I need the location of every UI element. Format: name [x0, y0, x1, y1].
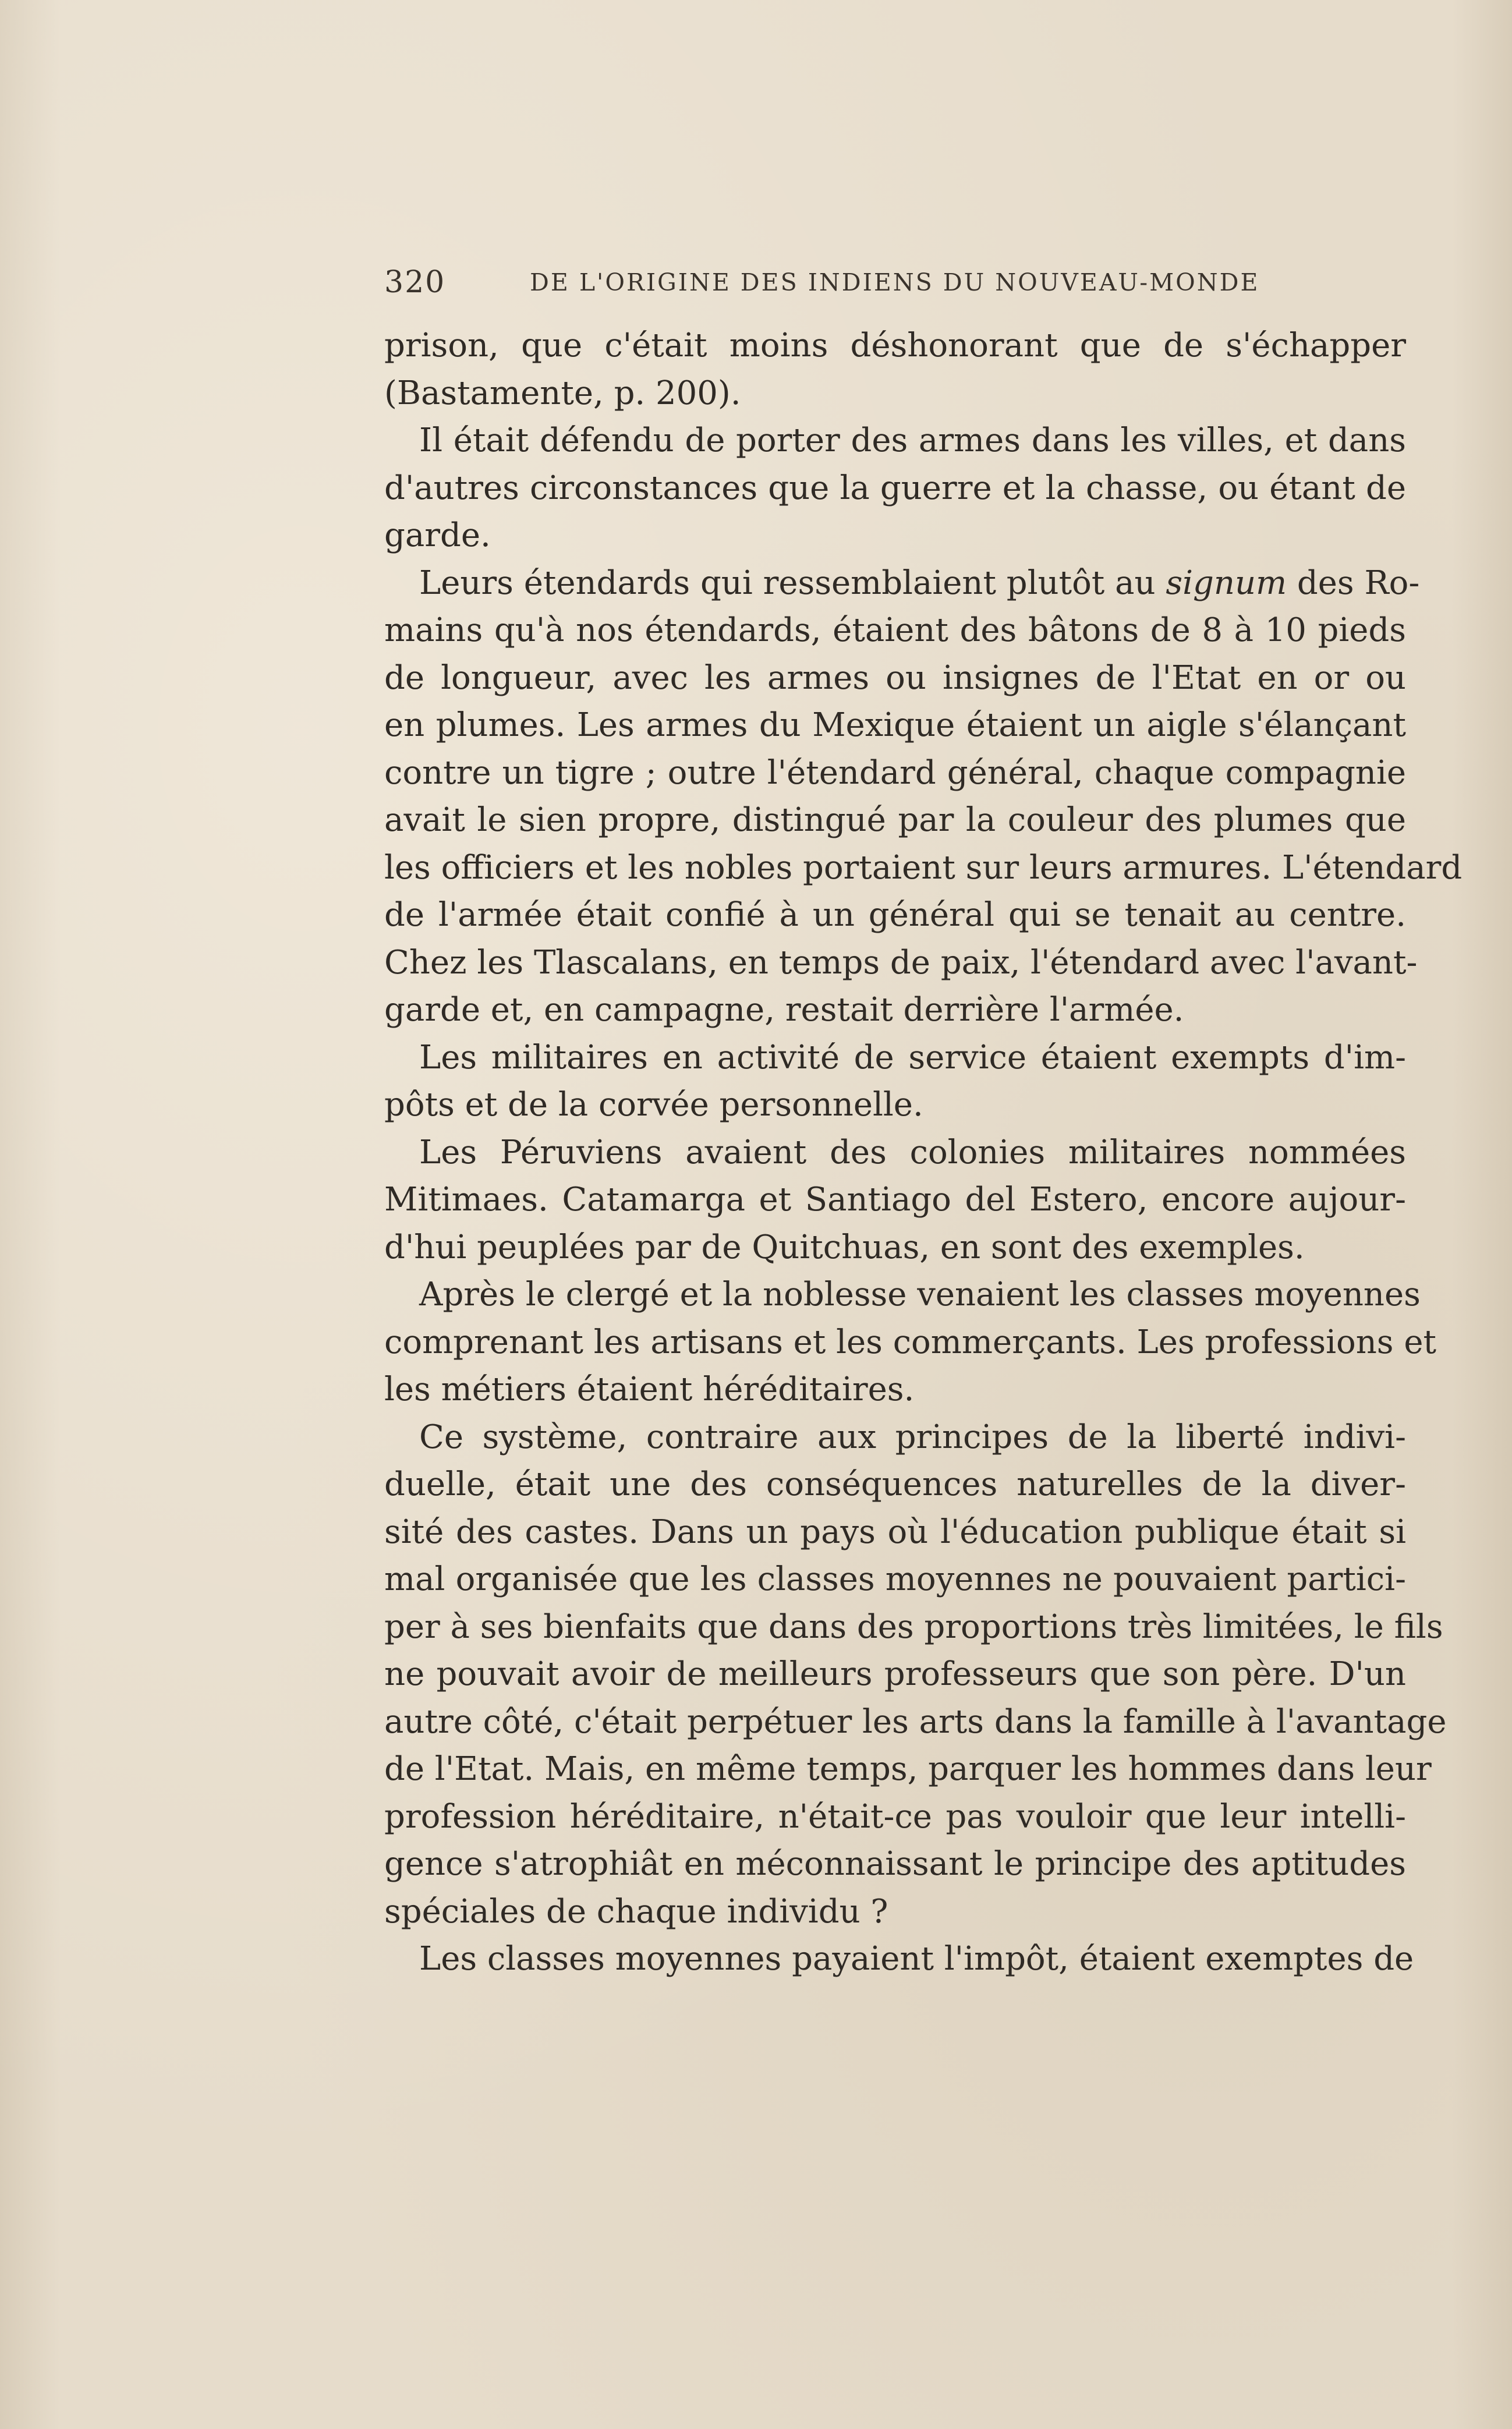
text-line: les métiers étaient héréditaires.	[384, 1371, 915, 1408]
running-title: DE L'ORIGINE DES INDIENS DU NOUVEAU-MONDE	[530, 268, 1260, 296]
text-line: garde.	[384, 516, 491, 554]
text-line: Les militaires en activité de service étaient exempts d'im-	[419, 1038, 1406, 1077]
text-line: profession héréditaire, n'était-ce pas vouloir que leur intelli-	[384, 1797, 1406, 1836]
text-line: Chez les Tlascalans, en temps de paix, l'étendard avec l'avant-	[384, 943, 1418, 982]
text-line: avait le sien propre, distingué par la couleur des plumes que	[384, 801, 1406, 839]
text-line: Les Péruviens avaient des colonies militaires nommées	[419, 1133, 1406, 1171]
running-head	[384, 265, 1263, 306]
text-line: de l'armée était confié à un général qui se tenait au centre.	[384, 896, 1406, 934]
text-line: en plumes. Les armes du Mexique étaient un aigle s'élançant	[384, 706, 1406, 744]
text-line: gence s'atrophiât en méconnaissant le principe des aptitudes	[384, 1845, 1406, 1883]
text-line: d'autres circonstances que la guerre et la chasse, ou étant de	[384, 469, 1406, 507]
text-line: mains qu'à nos étendards, étaient des bâtons de 8 à 10 pieds	[384, 611, 1406, 649]
text-line: per à ses bienfaits que dans des proportions très limitées, le fils	[384, 1607, 1443, 1646]
text-line: autre côté, c'était perpétuer les arts dans la famille à l'avantage	[384, 1702, 1447, 1741]
text-segment: Leurs étendards qui ressemblaient plutôt au	[419, 564, 1156, 602]
body-text	[384, 322, 1463, 1983]
text-line: Les classes moyennes payaient l'impôt, étaient exemptes de	[419, 1940, 1414, 1978]
text-line: Mitimaes. Catamarga et Santiago del Estero, encore aujour-	[384, 1181, 1406, 1219]
text-line: Après le clergé et la noblesse venaient les classes moyennes	[419, 1276, 1421, 1313]
text-line: contre un tigre ; outre l'étendard général, chaque compagnie	[384, 753, 1406, 792]
text-line: prison, que c'était moins déshonorant que de s'échapper	[384, 327, 1406, 364]
text-line: pôts et de la corvée personnelle.	[384, 1086, 923, 1124]
text-line: duelle, était une des conséquences naturelles de la diver-	[384, 1465, 1406, 1503]
text-line: sité des castes. Dans un pays où l'éducation publique était si	[384, 1513, 1406, 1551]
text-line: Ce système, contraire aux principes de la liberté indivi-	[419, 1418, 1406, 1456]
text-line: mal organisée que les classes moyennes ne pouvaient partici-	[384, 1560, 1406, 1598]
text-line: Il était défendu de porter des armes dans les villes, et dans	[419, 422, 1406, 459]
text-line: de longueur, avec les armes ou insignes de l'Etat en or ou	[384, 658, 1406, 697]
text-segment: des Ro-	[1287, 564, 1420, 602]
text-line: de l'Etat. Mais, en même temps, parquer les hommes dans leur	[384, 1750, 1432, 1788]
text-line: comprenant les artisans et les commerçants. Les professions et	[384, 1323, 1436, 1361]
text-line-with-italic	[384, 560, 1420, 607]
text-line: garde et, en campagne, restait derrière l'armée.	[384, 991, 1184, 1029]
italic-word: signum	[1166, 564, 1287, 602]
text-line: les officiers et les nobles portaient sur leurs armures. L'étendard	[384, 848, 1463, 887]
text-line: spéciales de chaque individu ?	[384, 1892, 888, 1931]
text-line: ne pouvait avoir de meilleurs professeurs que son père. D'un	[384, 1655, 1406, 1693]
page-number: 320	[384, 265, 446, 300]
text-line: (Bastamente, p. 200).	[384, 374, 741, 412]
text-line: d'hui peuplées par de Quitchuas, en sont des exemples.	[384, 1228, 1305, 1266]
